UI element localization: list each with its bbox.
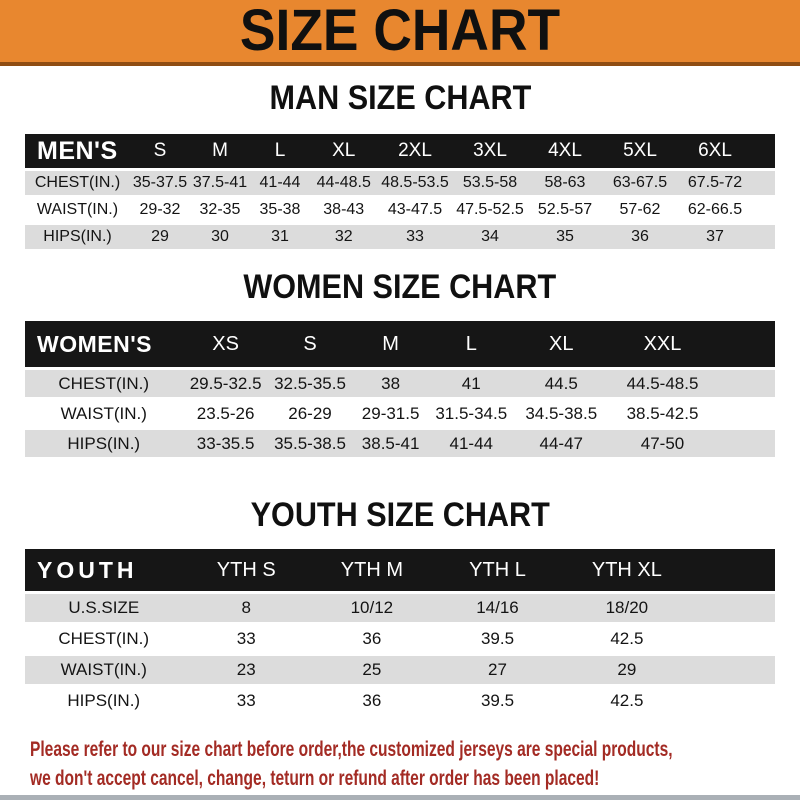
column-header: 4XL [528,134,603,168]
size-cell: 23.5-26 [183,400,269,427]
table-corner-label: MEN'S [25,134,130,168]
column-header: 2XL [378,134,453,168]
size-cell: 27 [434,656,562,684]
size-cell: 42.5 [561,625,692,653]
column-header-filler [753,134,776,168]
size-cell-filler [693,625,776,653]
size-cell: 35-38 [250,198,310,222]
size-cell: 38.5-42.5 [610,400,715,427]
size-cell: 38.5-41 [351,430,430,457]
size-cell: 41-44 [250,171,310,195]
size-cell: 32-35 [190,198,250,222]
size-cell: 35-37.5 [130,171,190,195]
column-header-filler [693,549,776,591]
size-cell: 25 [310,656,434,684]
size-cell: 38-43 [310,198,378,222]
size-cell-filler [753,198,776,222]
size-cell: 43-47.5 [378,198,453,222]
row-label: CHEST(IN.) [25,625,183,653]
column-header: XL [310,134,378,168]
column-header: M [351,321,430,367]
size-cell: 47.5-52.5 [453,198,528,222]
size-cell: 44.5-48.5 [610,370,715,397]
size-cell: 34 [453,225,528,249]
table-corner-label: YOUTH [25,549,183,591]
table-row [25,594,775,622]
size-cell: 42.5 [561,687,692,715]
size-cell: 26-29 [269,400,352,427]
column-header: 6XL [678,134,753,168]
size-cell: 36 [310,687,434,715]
table-row [25,171,775,195]
row-label: WAIST(IN.) [25,656,183,684]
row-label: HIPS(IN.) [25,430,183,457]
size-cell: 34.5-38.5 [513,400,611,427]
table-row [25,656,775,684]
bottom-edge-line [0,795,800,800]
size-cell: 39.5 [434,687,562,715]
size-cell: 44-47 [513,430,611,457]
women-size-chart-heading-text: WOMEN SIZE CHART [243,268,557,306]
size-cell: 29-32 [130,198,190,222]
column-header: XL [513,321,611,367]
size-cell-filler [715,400,775,427]
row-label: U.S.SIZE [25,594,183,622]
size-cell: 31.5-34.5 [430,400,513,427]
disclaimer-line-2: we don't accept cancel, change, teturn or refund after order has been placed! [30,767,600,790]
table-header-row [25,549,775,591]
size-cell: 18/20 [561,594,692,622]
size-cell: 53.5-58 [453,171,528,195]
row-label: HIPS(IN.) [25,225,130,249]
size-cell: 23 [183,656,311,684]
size-cell: 35.5-38.5 [269,430,352,457]
table-row [25,225,775,249]
size-cell: 36 [603,225,678,249]
row-label: CHEST(IN.) [25,171,130,195]
women-size-table [25,318,775,460]
size-cell-filler [693,594,776,622]
table-corner-label: WOMEN'S [25,321,183,367]
size-cell: 67.5-72 [678,171,753,195]
column-header: YTH M [310,549,434,591]
youth-size-table [25,546,775,718]
size-cell: 52.5-57 [528,198,603,222]
size-cell: 41-44 [430,430,513,457]
disclaimer-note [30,735,800,793]
size-cell-filler [693,656,776,684]
size-cell: 36 [310,625,434,653]
size-cell: 33 [378,225,453,249]
table-row [25,687,775,715]
man-size-chart-heading-text: MAN SIZE CHART [269,79,531,117]
size-cell: 10/12 [310,594,434,622]
size-cell: 47-50 [610,430,715,457]
size-cell: 63-67.5 [603,171,678,195]
size-cell: 57-62 [603,198,678,222]
size-cell: 29-31.5 [351,400,430,427]
size-cell-filler [753,171,776,195]
column-header: YTH XL [561,549,692,591]
size-cell-filler [715,430,775,457]
size-cell: 33 [183,625,311,653]
size-cell: 33 [183,687,311,715]
size-cell: 44.5 [513,370,611,397]
size-cell: 32.5-35.5 [269,370,352,397]
size-cell: 31 [250,225,310,249]
row-label: HIPS(IN.) [25,687,183,715]
size-cell: 48.5-53.5 [378,171,453,195]
size-cell: 44-48.5 [310,171,378,195]
row-label: WAIST(IN.) [25,198,130,222]
size-cell: 38 [351,370,430,397]
column-header-filler [715,321,775,367]
size-cell: 14/16 [434,594,562,622]
size-cell-filler [715,370,775,397]
size-cell: 32 [310,225,378,249]
size-cell: 8 [183,594,311,622]
size-cell: 37 [678,225,753,249]
column-header: XXL [610,321,715,367]
row-label: WAIST(IN.) [25,400,183,427]
row-label: CHEST(IN.) [25,370,183,397]
size-cell: 33-35.5 [183,430,269,457]
column-header: S [269,321,352,367]
size-cell: 58-63 [528,171,603,195]
table-row [25,625,775,653]
column-header: 3XL [453,134,528,168]
column-header: L [430,321,513,367]
table-row [25,430,775,457]
size-cell: 29 [130,225,190,249]
column-header: L [250,134,310,168]
size-cell: 62-66.5 [678,198,753,222]
size-cell: 41 [430,370,513,397]
column-header: XS [183,321,269,367]
youth-size-chart-heading [0,496,800,534]
youth-size-chart-heading-text: YOUTH SIZE CHART [250,496,550,534]
size-cell: 37.5-41 [190,171,250,195]
size-cell-filler [753,225,776,249]
column-header: 5XL [603,134,678,168]
men-size-table [25,131,775,252]
size-cell: 29 [561,656,692,684]
size-cell: 30 [190,225,250,249]
size-cell: 35 [528,225,603,249]
size-cell: 29.5-32.5 [183,370,269,397]
column-header: YTH S [183,549,311,591]
table-row [25,370,775,397]
table-row [25,198,775,222]
size-cell-filler [693,687,776,715]
size-cell: 39.5 [434,625,562,653]
disclaimer-line-1: Please refer to our size chart before order,the customized jerseys are special products, [30,738,673,761]
size-chart-banner [0,0,800,66]
banner-title: SIZE CHART [239,0,561,63]
column-header: M [190,134,250,168]
column-header: YTH L [434,549,562,591]
table-header-row [25,321,775,367]
table-header-row [25,134,775,168]
table-row [25,400,775,427]
man-size-chart-heading [0,79,800,117]
column-header: S [130,134,190,168]
women-size-chart-heading [0,268,800,306]
